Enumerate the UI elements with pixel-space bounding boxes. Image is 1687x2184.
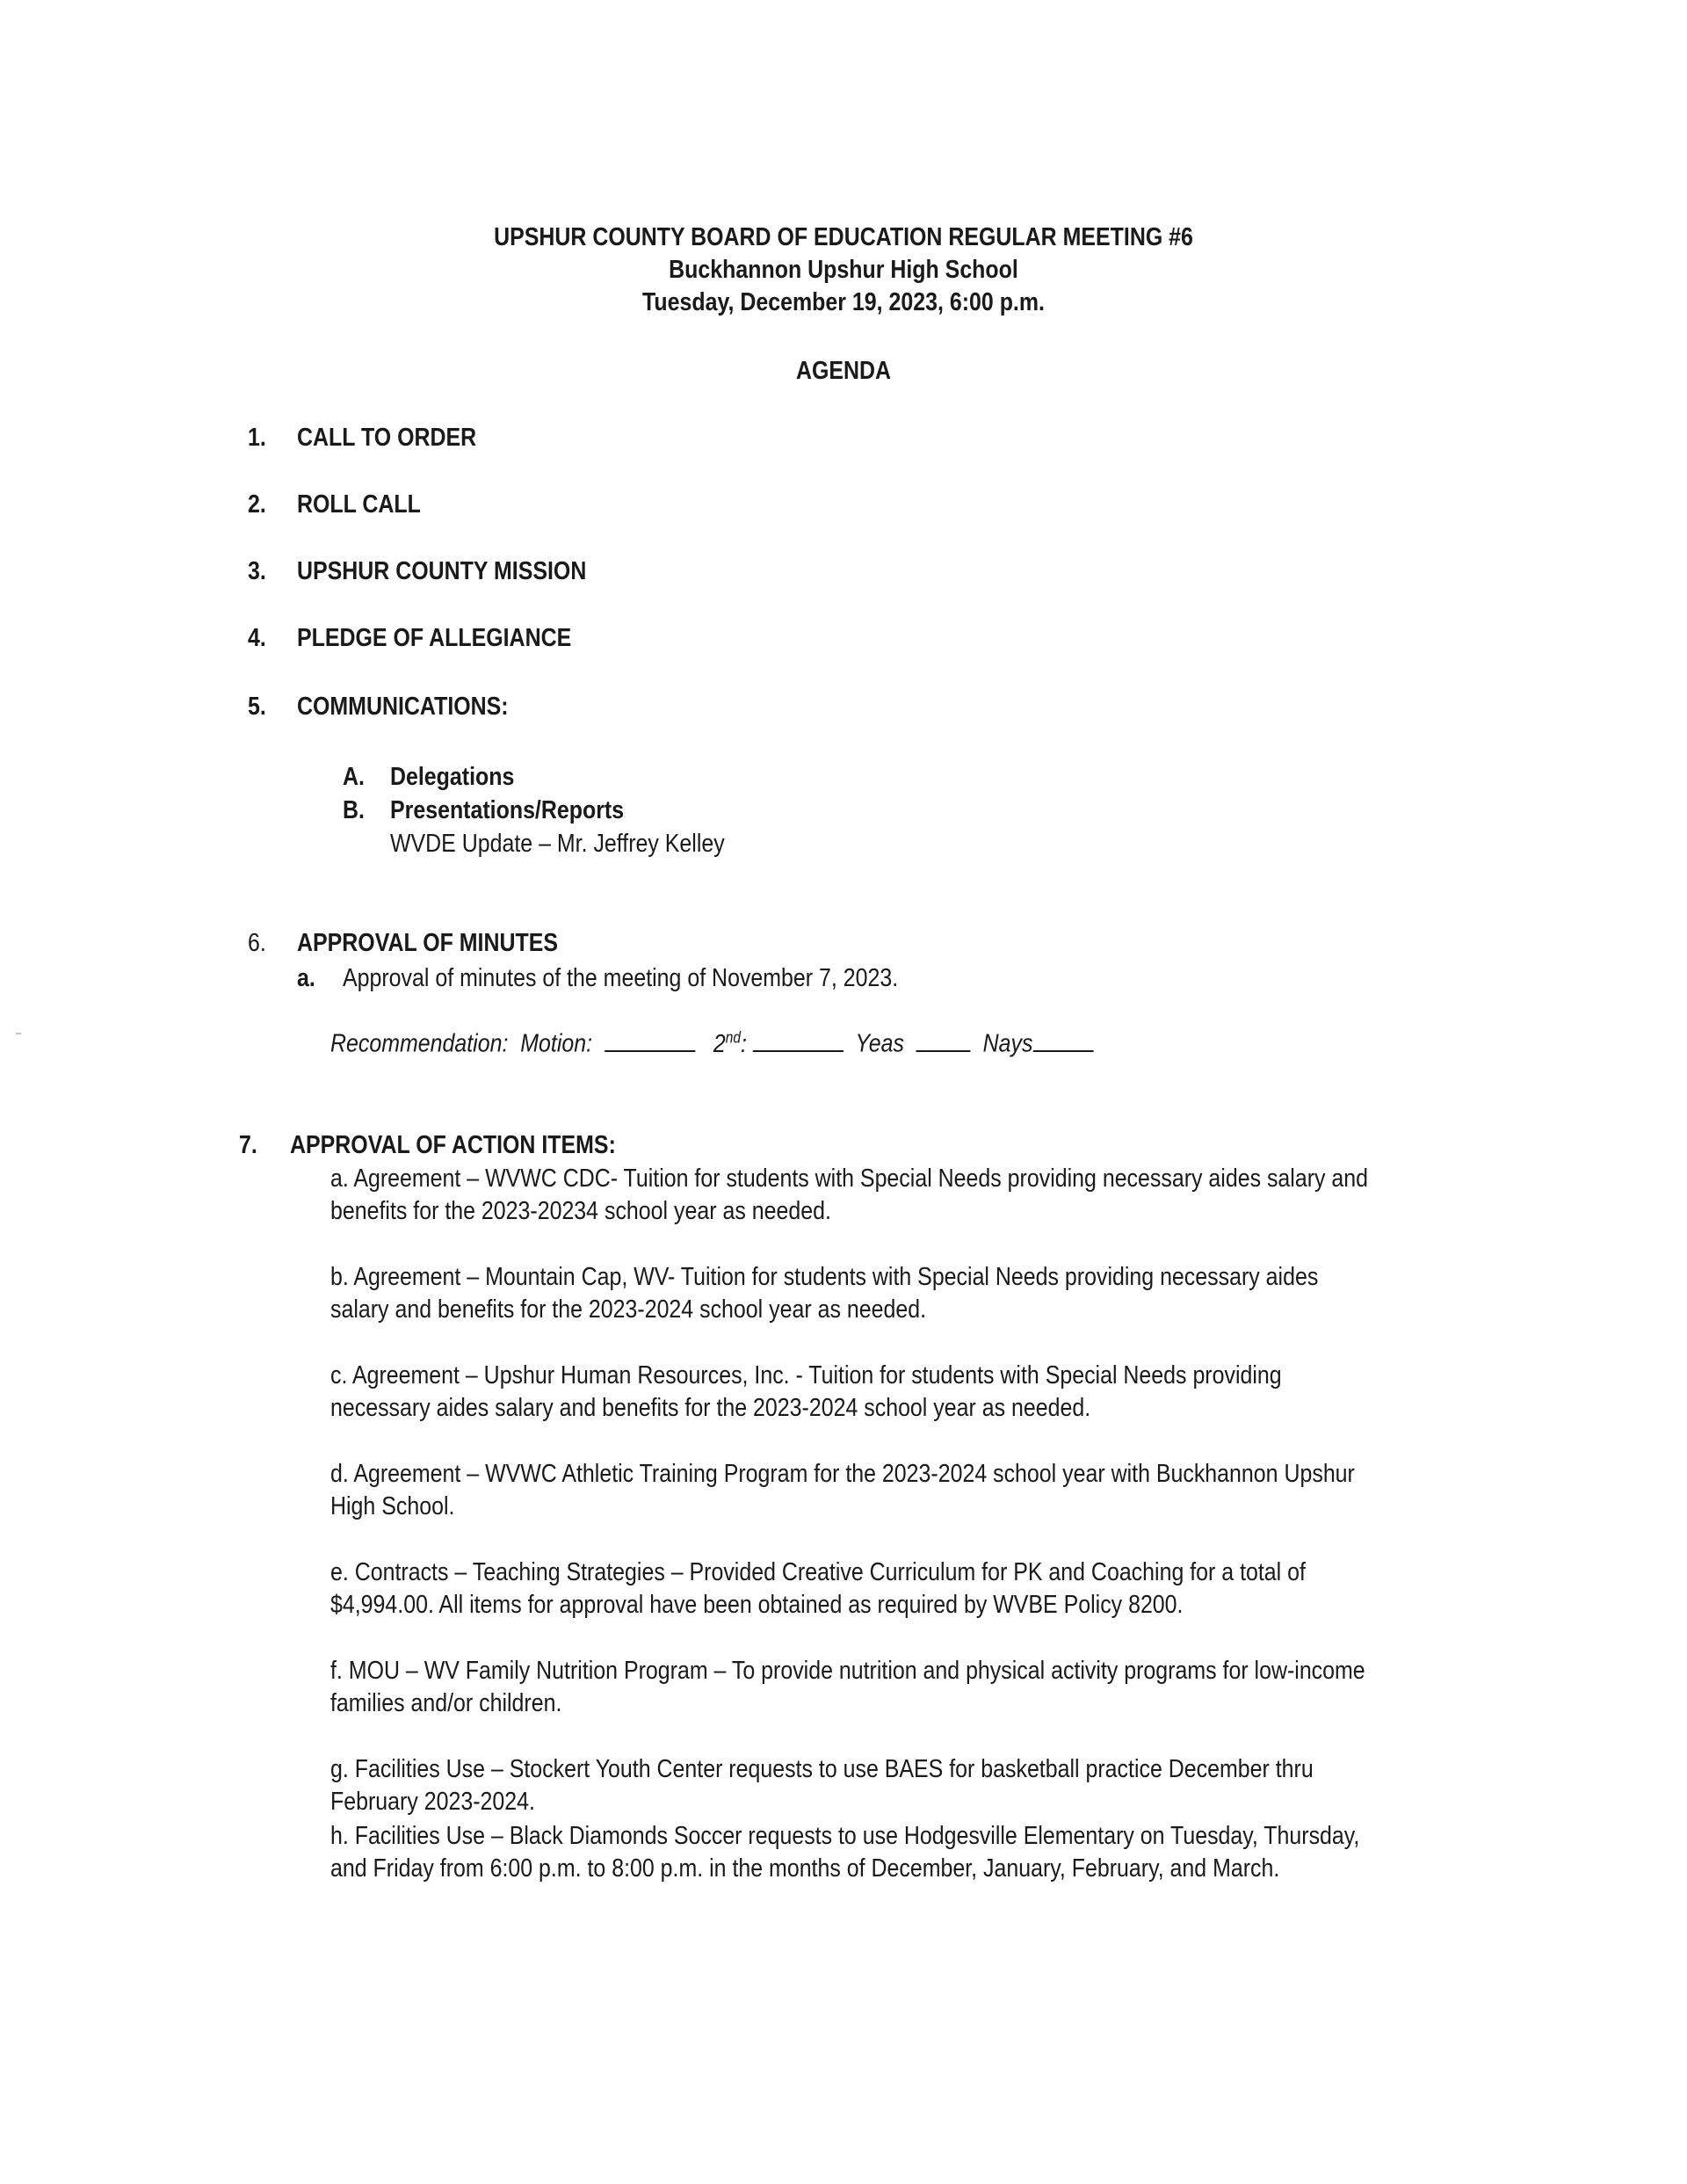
- meeting-location: Buckhannon Upshur High School: [669, 256, 1018, 284]
- item-1-label: CALL TO ORDER: [297, 424, 477, 452]
- item-4-label: PLEDGE OF ALLEGIANCE: [297, 624, 572, 652]
- scan-artifact: [16, 1033, 21, 1034]
- meeting-title: UPSHUR COUNTY BOARD OF EDUCATION REGULAR MEETING #6: [494, 223, 1193, 251]
- action-item-h: h. Facilities Use – Black Diamonds Soccer requests to use Hodgesville Elementary on Tuesday, Thursday, and Friday from 6:00 p.m. to 8:00 p.m. in the months of December, January, February, and March.: [330, 1822, 1360, 1883]
- item-5b-letter: B.: [343, 796, 365, 824]
- item-6a-letter: a.: [297, 964, 315, 992]
- action-item-b: b. Agreement – Mountain Cap, WV- Tuition for students with Special Needs providing necessary aides salary and benefits for the 2023-2024 school year as needed.: [330, 1263, 1319, 1324]
- item-1-number: 1.: [248, 424, 266, 452]
- item-5-label: COMMUNICATIONS:: [297, 693, 509, 721]
- nays-label: Nays: [982, 1029, 1033, 1058]
- item-6a-text: Approval of minutes of the meeting of November 7, 2023.: [343, 964, 899, 992]
- item-6-label: APPROVAL OF MINUTES: [297, 929, 558, 957]
- item-6-number: 6.: [248, 929, 266, 957]
- item-2-number: 2.: [248, 490, 266, 519]
- action-item-e: e. Contracts – Teaching Strategies – Provided Creative Curriculum for PK and Coaching for a total of $4,994.00. All items for approval have been obtained as required by WVBE Policy 8200.: [330, 1558, 1306, 1619]
- item-3-number: 3.: [248, 557, 266, 585]
- yeas-label: Yeas: [855, 1029, 904, 1058]
- motion-blank: [605, 1031, 695, 1052]
- recommendation-line: [330, 1028, 1218, 1059]
- action-item-f: f. MOU – WV Family Nutrition Program – To provide nutrition and physical activity programs for low-income families and/or children.: [330, 1657, 1365, 1717]
- item-5a-letter: A.: [343, 763, 365, 791]
- nays-blank: [1032, 1031, 1093, 1052]
- item-5-number: 5.: [248, 693, 266, 721]
- action-item-g: g. Facilities Use – Stockert Youth Center requests to use BAES for basketball practice December thru February 2023-2024.: [330, 1755, 1314, 1816]
- yeas-blank: [916, 1031, 971, 1052]
- item-7-label: APPROVAL OF ACTION ITEMS:: [290, 1131, 616, 1159]
- action-item-d: d. Agreement – WVWC Athletic Training Program for the 2023-2024 school year with Buckhannon Upshur High School.: [330, 1460, 1355, 1520]
- agenda-heading: AGENDA: [795, 357, 892, 385]
- meeting-datetime: Tuesday, December 19, 2023, 6:00 p.m.: [642, 288, 1045, 316]
- item-3-label: UPSHUR COUNTY MISSION: [297, 557, 587, 585]
- action-item-a: a. Agreement – WVWC CDC- Tuition for students with Special Needs providing necessary aides salary and benefits for the 2023-20234 school year as needed.: [330, 1165, 1369, 1225]
- motion-label: Motion:: [520, 1029, 593, 1058]
- item-5b-label: Presentations/Reports: [390, 796, 625, 824]
- second-blank: [753, 1031, 844, 1052]
- document-header: [118, 221, 1568, 319]
- item-7-number: 7.: [239, 1131, 257, 1159]
- item-4-number: 4.: [248, 624, 266, 652]
- recommendation-label: Recommendation:: [330, 1029, 509, 1058]
- action-item-c: c. Agreement – Upshur Human Resources, Inc. - Tuition for students with Special Needs providing necessary aides salary and benefits for the 2023-2024 school year as needed.: [330, 1361, 1282, 1422]
- item-2-label: ROLL CALL: [297, 490, 421, 519]
- second-label: 2nd:: [713, 1028, 747, 1058]
- item-5a-label: Delegations: [390, 763, 515, 791]
- item-5b-detail: WVDE Update – Mr. Jeffrey Kelley: [390, 830, 725, 858]
